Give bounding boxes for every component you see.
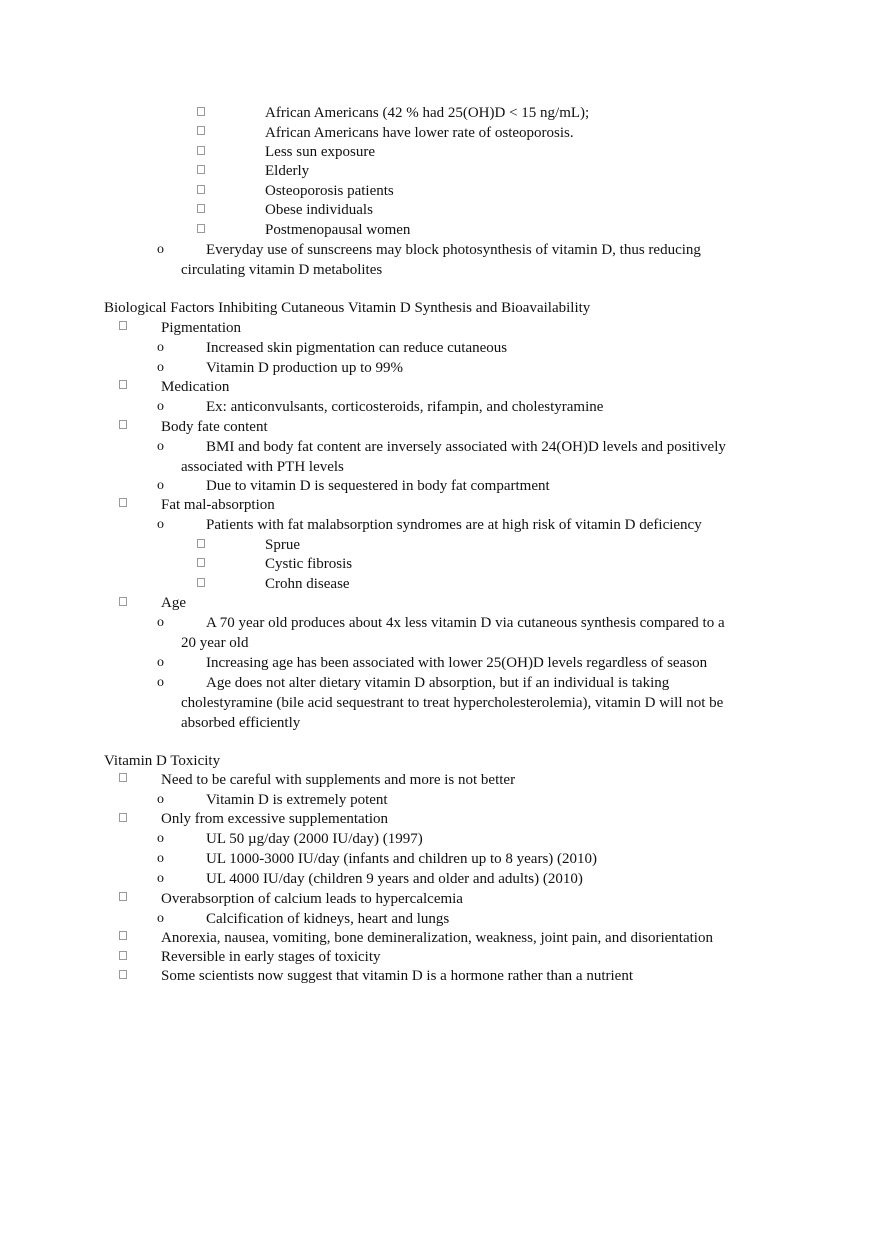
bullet-box-icon (197, 146, 205, 155)
bullet-box-icon (197, 107, 205, 116)
bullet-o-marker: o (157, 439, 164, 454)
bullet-o-marker: o (157, 871, 164, 886)
bullet-o-marker: o (157, 615, 164, 630)
list-item: Elderly (265, 163, 310, 179)
bullet-o-marker: o (157, 831, 164, 846)
bullet-box-icon (197, 539, 205, 548)
bullet-box-icon (119, 892, 127, 901)
list-item: Obese individuals (265, 202, 373, 218)
bullet-o-marker: o (157, 478, 164, 493)
list-item: Body fate content (161, 419, 268, 435)
bullet-o-marker: o (157, 675, 164, 690)
list-item: African Americans have lower rate of osteoporosis. (265, 125, 574, 141)
list-item: Increased skin pigmentation can reduce cutaneous (206, 340, 508, 356)
list-item-continuation: cholestyramine (bile acid sequestrant to treat hypercholesterolemia), vitamin D will not be (181, 695, 724, 711)
bullet-box-icon (119, 773, 127, 782)
section-heading-biological: Biological Factors Inhibiting Cutaneous Vitamin D Synthesis and Bioavailability (104, 300, 591, 316)
bullet-box-icon (119, 813, 127, 822)
list-item: Increasing age has been associated with lower 25(OH)D levels regardless of season (206, 655, 708, 671)
list-item: Sprue (265, 537, 300, 553)
list-item: Crohn disease (265, 576, 350, 592)
list-item: Pigmentation (161, 320, 241, 336)
list-item: African Americans (42 % had 25(OH)D < 15 ng/mL); (265, 105, 590, 121)
bullet-box-icon (197, 165, 205, 174)
list-item: UL 1000-3000 IU/day (infants and children up to 8 years) (2010) (206, 851, 598, 867)
list-item: A 70 year old produces about 4x less vitamin D via cutaneous synthesis compared to a (206, 615, 725, 631)
list-item: Some scientists now suggest that vitamin D is a hormone rather than a nutrient (161, 968, 633, 984)
bullet-o-marker: o (157, 242, 164, 257)
list-item: Medication (161, 379, 230, 395)
list-item: Ex: anticonvulsants, corticosteroids, rifampin, and cholestyramine (206, 399, 604, 415)
list-item: Anorexia, nausea, vomiting, bone demineralization, weakness, joint pain, and disorientation (161, 930, 713, 946)
bullet-o-marker: o (157, 792, 164, 807)
list-item: Reversible in early stages of toxicity (161, 949, 381, 965)
list-item: Fat mal-absorption (161, 497, 275, 513)
bullet-box-icon (197, 558, 205, 567)
bullet-box-icon (119, 931, 127, 940)
bullet-o-marker: o (157, 360, 164, 375)
list-item: Postmenopausal women (265, 222, 411, 238)
bullet-box-icon (197, 126, 205, 135)
bullet-box-icon (119, 597, 127, 606)
bullet-box-icon (119, 498, 127, 507)
list-item-continuation: 20 year old (181, 635, 249, 651)
bullet-o-marker: o (157, 851, 164, 866)
list-item: Less sun exposure (265, 144, 375, 160)
list-item-continuation: associated with PTH levels (181, 459, 344, 475)
list-item: Age does not alter dietary vitamin D absorption, but if an individual is taking (206, 675, 670, 691)
list-item: Vitamin D is extremely potent (206, 792, 388, 808)
bullet-box-icon (119, 321, 127, 330)
list-item: UL 4000 IU/day (children 9 years and older and adults) (2010) (206, 871, 583, 887)
list-item: Vitamin D production up to 99% (206, 360, 403, 376)
list-item: Everyday use of sunscreens may block photosynthesis of vitamin D, thus reducing (206, 242, 701, 258)
list-item: Due to vitamin D is sequestered in body fat compartment (206, 478, 550, 494)
bullet-o-marker: o (157, 340, 164, 355)
bullet-box-icon (197, 204, 205, 213)
list-item: Age (161, 595, 186, 611)
list-item: Patients with fat malabsorption syndromes are at high risk of vitamin D deficiency (206, 517, 702, 533)
bullet-box-icon (119, 970, 127, 979)
bullet-box-icon (119, 380, 127, 389)
bullet-o-marker: o (157, 655, 164, 670)
list-item: BMI and body fat content are inversely associated with 24(OH)D levels and positively (206, 439, 726, 455)
bullet-o-marker: o (157, 517, 164, 532)
list-item: Cystic fibrosis (265, 556, 353, 572)
bullet-box-icon (197, 185, 205, 194)
list-item: Need to be careful with supplements and more is not better (161, 772, 516, 788)
bullet-box-icon (197, 224, 205, 233)
list-item-continuation: absorbed efficiently (181, 715, 301, 731)
list-item: Calcification of kidneys, heart and lungs (206, 911, 450, 927)
bullet-box-icon (119, 420, 127, 429)
list-item: Overabsorption of calcium leads to hypercalcemia (161, 891, 463, 907)
section-heading-toxicity: Vitamin D Toxicity (104, 753, 221, 769)
bullet-box-icon (119, 951, 127, 960)
bullet-o-marker: o (157, 399, 164, 414)
bullet-box-icon (197, 578, 205, 587)
list-item: Only from excessive supplementation (161, 811, 389, 827)
list-item: Osteoporosis patients (265, 183, 394, 199)
list-item-continuation: circulating vitamin D metabolites (181, 262, 383, 278)
bullet-o-marker: o (157, 911, 164, 926)
list-item: UL 50 µg/day (2000 IU/day) (1997) (206, 831, 423, 847)
